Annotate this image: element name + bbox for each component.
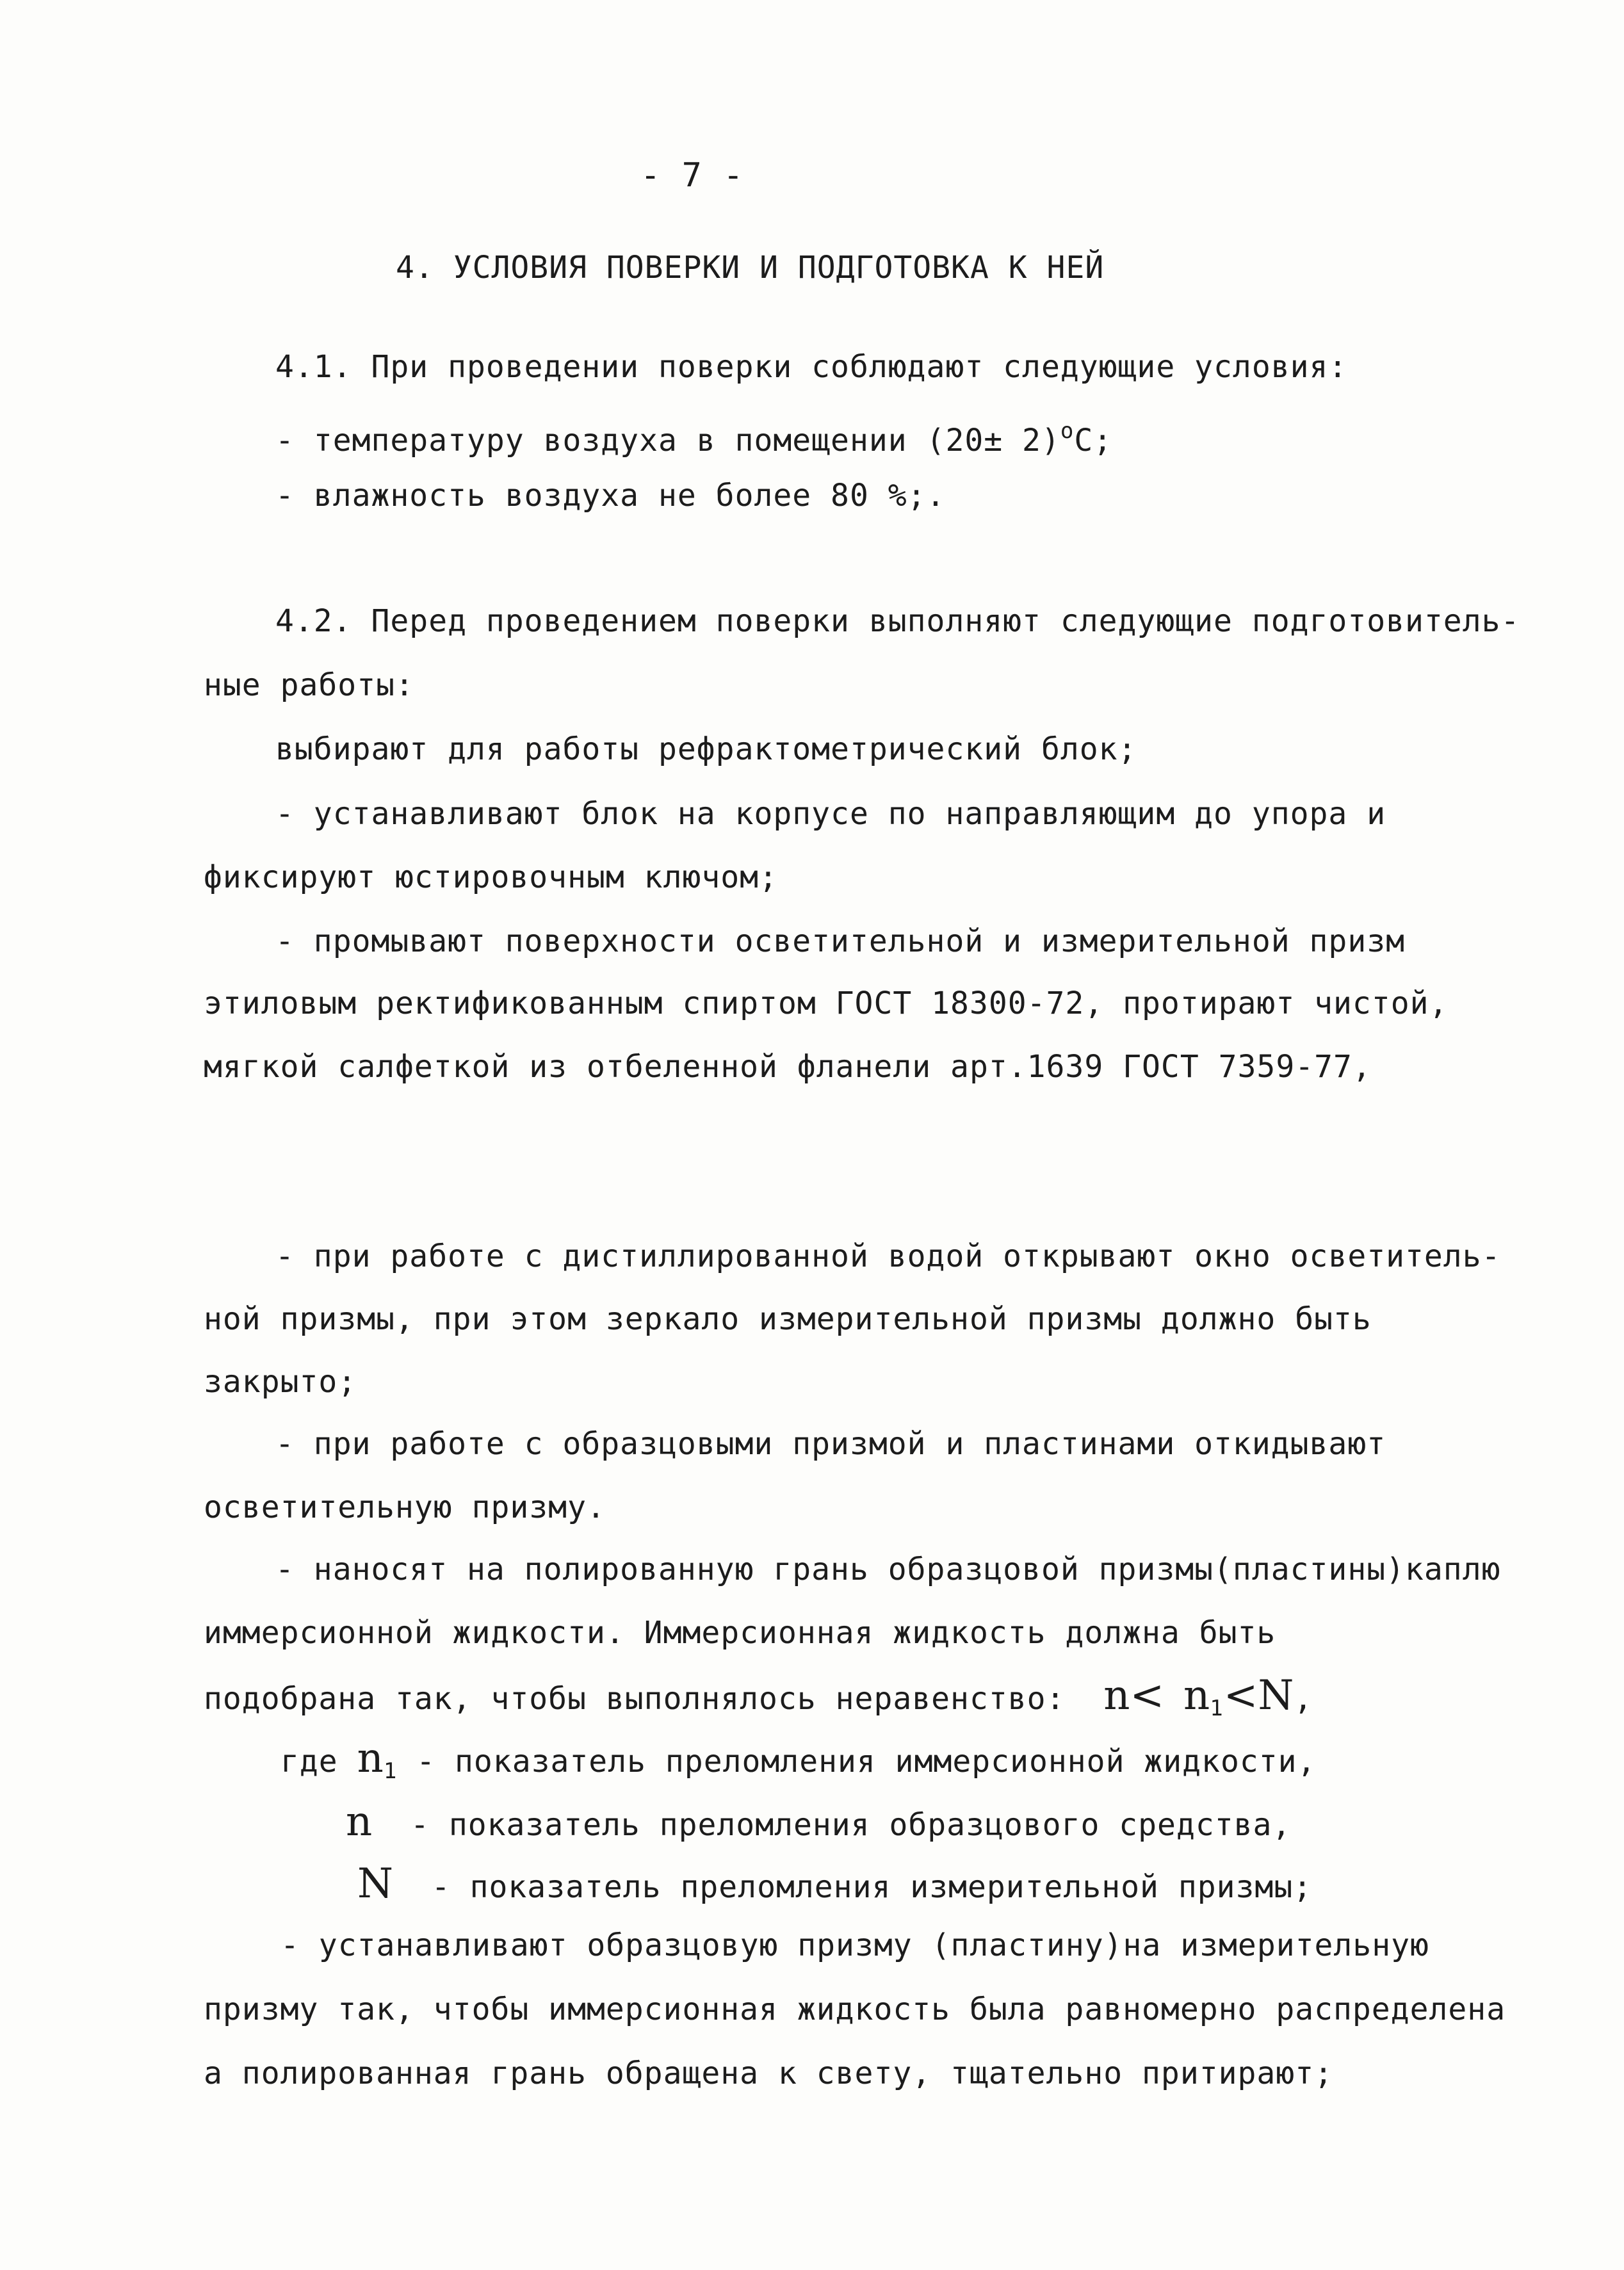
step-clean-line-3: мягкой салфеткой из отбеленной фланели арт.1639 ГОСТ 7359-77, — [204, 1049, 1372, 1085]
definition-n1 — [280, 1735, 1317, 1784]
step-clean-line-2: этиловым ректификованным спиртом ГОСТ 18300-72, протирают чистой, — [204, 985, 1449, 1021]
preparation-intro-line-2: ные работы: — [204, 667, 414, 703]
definition-N-text: - показатель преломления измерительной призмы; — [431, 1869, 1313, 1905]
definition-where: где — [280, 1744, 338, 1780]
definition-n1-text: - показатель преломления иммерсионной жидкости, — [416, 1744, 1317, 1780]
inequality-line — [204, 1672, 1313, 1721]
definition-n — [346, 1798, 1292, 1845]
definition-N-symbol: N — [357, 1860, 393, 1908]
temperature-tolerance: 2) — [1003, 423, 1060, 458]
step-clean-line-1: - промывают поверхности осветительной и измерительной призм — [275, 923, 1406, 959]
step-place-line-1: - устанавливают образцовую призму (пластину)на измерительную — [280, 1927, 1429, 1963]
symbol-N: N — [1258, 1672, 1294, 1719]
step-select-block: выбирают для работы рефрактометрический блок; — [275, 731, 1137, 767]
definition-N — [357, 1860, 1313, 1908]
temperature-text: - температуру воздуха в помещении (20 — [275, 423, 984, 458]
definition-n-symbol: n — [346, 1798, 373, 1845]
step-install-line-1: - устанавливают блок на корпусе по направляющим до упора и — [275, 796, 1386, 832]
condition-temperature — [275, 412, 1113, 458]
definition-n1-base: n — [357, 1735, 384, 1782]
preparation-intro-line-1: 4.2. Перед проведением поверки выполняют следующие подготовитель- — [275, 603, 1520, 639]
step-install-line-2: фиксируют юстировочным ключом; — [204, 859, 778, 895]
symbol-less-than: < — [1130, 1672, 1165, 1719]
step-place-line-3: а полированная грань обращена к свету, тщательно притирают; — [204, 2055, 1334, 2091]
condition-humidity: - влажность воздуха не более 80 %;. — [275, 478, 946, 514]
step-place-line-2: призму так, чтобы иммерсионная жидкость была равномерно распределена — [204, 1991, 1506, 2027]
step-drop-line-2: иммерсионной жидкости. Иммерсионная жидкость должна быть — [204, 1615, 1276, 1651]
symbol-comma: , — [1294, 1681, 1313, 1717]
step-water-line-2: ной призмы, при этом зеркало измерительной призмы должно быть — [204, 1301, 1372, 1337]
symbol-less-than-2: < — [1223, 1672, 1258, 1719]
symbol-n1-base: n — [1183, 1672, 1210, 1719]
conditions-intro: 4.1. При проведении поверки соблюдают следующие условия: — [275, 349, 1348, 385]
step-reference-line-2: осветительную призму. — [204, 1489, 606, 1525]
symbol-n: n — [1103, 1672, 1130, 1719]
degree-sign: o — [1060, 418, 1075, 444]
symbol-n1-subscript: 1 — [1210, 1696, 1224, 1721]
temperature-unit: С; — [1074, 423, 1113, 458]
step-reference-line-1: - при работе с образцовыми призмой и пластинами откидывают — [275, 1426, 1386, 1462]
inequality-text: подобрана так, чтобы выполнялось неравенство: — [204, 1681, 1066, 1717]
definition-n1-subscript: 1 — [383, 1758, 398, 1784]
definition-n-text: - показатель преломления образцового средства, — [410, 1807, 1292, 1843]
step-water-line-3: закрыто; — [204, 1364, 357, 1400]
plus-minus-sign: ± — [984, 423, 1003, 458]
page-number: - 7 - — [640, 156, 744, 195]
section-heading: 4. УСЛОВИЯ ПОВЕРКИ И ПОДГОТОВКА К НЕЙ — [396, 250, 1105, 286]
step-drop-line-1: - наносят на полированную грань образцовой призмы(пластины)каплю — [275, 1552, 1501, 1587]
step-water-line-1: - при работе с дистиллированной водой открывают окно осветитель- — [275, 1238, 1501, 1274]
